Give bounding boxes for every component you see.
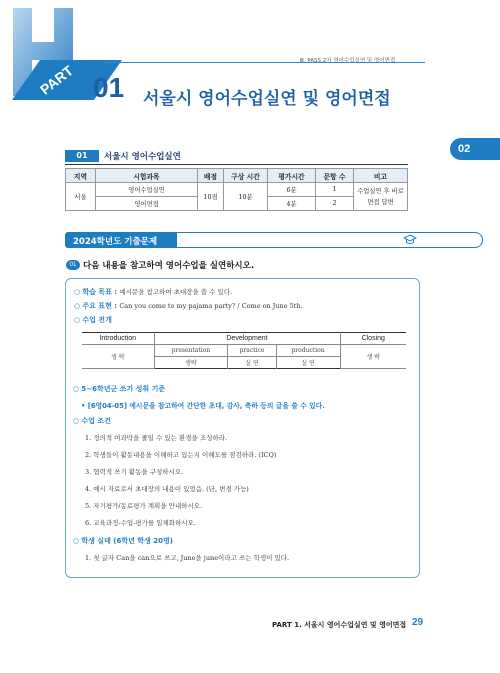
status-label: 학생 실태 (6학년 학생 20명) xyxy=(81,537,173,545)
col-header: 지역 xyxy=(66,169,96,183)
circle-bullet-icon: ○ xyxy=(74,316,81,324)
status-text: 1. 첫 글자 Can을 can으로 쓰고, June을 june이라고 쓰는 학생이 있다. xyxy=(85,554,290,562)
exam-bar-outline xyxy=(177,232,483,248)
condition-item: 6. 교육과정-수업-평가를 일체화하시오. xyxy=(85,519,196,527)
question-prompt: 다음 내용을 참고하여 영어수업을 실연하시오. xyxy=(83,261,255,271)
condition-item: 4. 예시 자료로서 초대장의 내용이 있었음. (단, 변경 가능) xyxy=(85,485,249,493)
chapter-number: 01 xyxy=(93,72,125,103)
table-row xyxy=(82,333,406,345)
section-title: 서울시 영어수업실연 xyxy=(104,152,181,162)
standard-line xyxy=(73,384,165,394)
standard-text: • [6영04-05] 예시문을 참고하여 간단한 초대, 감사, 축하 등의 글을 쓸 수 있다. xyxy=(81,402,325,410)
status-line xyxy=(73,536,173,546)
exam-year-label: 2024학년도 기출문제 xyxy=(65,232,177,248)
page-number: 29 xyxy=(412,617,424,628)
conditions-label: 수업 조건 xyxy=(81,417,111,425)
condition-item: 2. 학생들이 활동내용을 이해하고 있는지 이해도를 점검하라. (ICQ) xyxy=(85,451,277,459)
stage-value-cell: 생략 xyxy=(154,357,228,369)
stage-cell: practice xyxy=(228,345,276,357)
score-cell: 10점 xyxy=(198,183,224,211)
goal-line xyxy=(74,287,232,297)
closing-omit-cell: 생 략 xyxy=(340,345,406,369)
condition-item: 5. 자기평가/동료평가 계획을 안내하시오. xyxy=(85,502,203,510)
expression-label: 주요 표현 : xyxy=(82,302,118,310)
circle-bullet-icon: ○ xyxy=(74,288,81,296)
part-label: PART xyxy=(37,62,77,98)
subject-cell: 영어면접 xyxy=(96,197,198,211)
col-header: 배점 xyxy=(198,169,224,183)
table-row xyxy=(66,183,408,197)
stage-value-cell: 실 연 xyxy=(276,357,340,369)
col-header: 비고 xyxy=(354,169,408,183)
expression-line xyxy=(74,301,303,311)
plan-time-cell: 10분 xyxy=(224,183,268,211)
table-row xyxy=(82,345,406,357)
circle-bullet-icon: ○ xyxy=(73,417,80,425)
question-number: 01 xyxy=(66,260,80,270)
section-badge: 01 xyxy=(65,150,99,162)
note-cell xyxy=(354,183,408,211)
chapter-title: 서울시 영어수업실연 및 영어면접 xyxy=(143,89,391,109)
condition-item: 1. 정의적 여과막을 줄일 수 있는 환경을 조성하라. xyxy=(85,434,228,442)
closing-header: Closing xyxy=(340,333,406,345)
stage-cell: presentation xyxy=(154,345,228,357)
expression-text: Can you come to my pajama party? / Come on June 5th. xyxy=(119,302,303,310)
goal-text: 예시문을 참고하여 초대장을 쓸 수 있다. xyxy=(119,288,233,296)
running-header: Ⅲ. PASS 2차 영어수업실연 및 영어면접 xyxy=(300,58,396,64)
eval-time-cell: 4분 xyxy=(268,197,316,211)
condition-item: 3. 협력적 쓰기 활동을 구성하시오. xyxy=(85,468,184,476)
intro-omit-cell: 생 략 xyxy=(82,345,154,369)
standard-label: 5~6학년군 쓰기 성취 기준 xyxy=(81,385,166,393)
conditions-line xyxy=(73,416,111,426)
col-header: 문항 수 xyxy=(316,169,354,183)
col-header: 시험과목 xyxy=(96,169,198,183)
item-count-cell: 1 xyxy=(316,183,354,197)
col-header: 평가시간 xyxy=(268,169,316,183)
footer-text: PART 1. 서울시 영어수업실연 및 영어면접 xyxy=(272,621,407,629)
stage-value-cell: 실 연 xyxy=(228,357,276,369)
side-chapter-tab: 02 xyxy=(450,138,500,160)
item-count-cell: 2 xyxy=(316,197,354,211)
note-line: 수업실연 후 바로 xyxy=(357,187,404,195)
development-header: Development xyxy=(154,333,340,345)
graduation-cap-icon xyxy=(403,234,417,246)
exam-info-table xyxy=(65,168,408,211)
stage-cell: production xyxy=(276,345,340,357)
lesson-flow-table xyxy=(82,332,406,369)
flow-line xyxy=(74,315,112,325)
subject-cell: 영어수업실연 xyxy=(96,183,198,197)
goal-label: 학습 목표 : xyxy=(82,288,118,296)
intro-header: Introduction xyxy=(82,333,154,345)
table-header-row xyxy=(66,169,408,183)
circle-bullet-icon: ○ xyxy=(73,537,80,545)
flow-label: 수업 전개 xyxy=(82,316,112,324)
eval-time-cell: 6분 xyxy=(268,183,316,197)
region-cell: 서울 xyxy=(66,183,96,211)
col-header: 구상 시간 xyxy=(224,169,268,183)
circle-bullet-icon: ○ xyxy=(73,385,80,393)
note-line: 면접 답변 xyxy=(367,198,394,206)
section-rule xyxy=(65,164,408,165)
circle-bullet-icon: ○ xyxy=(74,302,81,310)
exam-year-bar xyxy=(65,232,420,248)
question-box xyxy=(65,278,420,578)
